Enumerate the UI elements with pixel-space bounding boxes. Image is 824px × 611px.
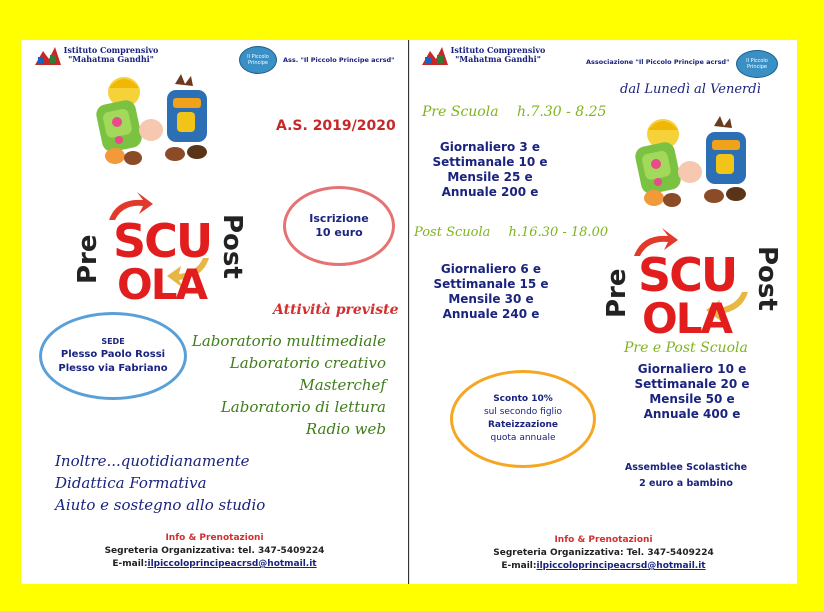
price-item: Giornaliero 10 e: [637, 362, 747, 376]
school-name-line2: "Mahatma Gandhi": [68, 54, 154, 64]
activities-list: [192, 330, 386, 440]
pre-prices: [432, 140, 548, 200]
logo-scu: SCU: [113, 214, 212, 268]
footer-info: [21, 532, 408, 571]
email-link[interactable]: ilpiccoloprincipeacrsd@hotmail.it: [147, 559, 317, 569]
assemblee-line: 2 euro a bambino: [639, 478, 733, 489]
school-logo-icon: [35, 45, 61, 65]
post-title: Post Scuola: [414, 225, 491, 240]
sede-line: Plesso via Fabriano: [58, 363, 168, 374]
logo-pre-wrap: [598, 242, 632, 322]
logo-post-wrap: [219, 214, 249, 294]
iscrizione-label: Iscrizione: [309, 212, 369, 225]
logo-post: Post: [752, 246, 782, 311]
price-item: Mensile 30 e: [448, 292, 534, 306]
activity-item: Laboratorio multimediale: [191, 332, 386, 350]
extra-item: Didattica Formativa: [55, 474, 207, 492]
school-name-line1: Istituto Comprensivo: [63, 45, 159, 55]
logo-post: Post: [217, 214, 247, 279]
school-name: [450, 46, 546, 64]
flyer-left: [21, 40, 409, 584]
association-logo-text: Il Piccolo Principe: [247, 54, 269, 66]
logo-pre: Pre: [602, 268, 632, 318]
activity-item: Laboratorio creativo: [229, 354, 386, 372]
school-name-line2: "Mahatma Gandhi": [455, 54, 541, 64]
sede-line: Plesso Paolo Rossi: [60, 349, 166, 360]
price-item: Settimanale 15 e: [433, 277, 549, 291]
prepostscuola-logo: [69, 68, 249, 309]
activities-title: Attività previste: [273, 302, 399, 318]
school-name-line1: Istituto Comprensivo: [450, 45, 546, 55]
prepostscuola-logo: [598, 106, 788, 343]
footer-email: [410, 560, 797, 573]
extra-item: Inoltre...quotidianamente: [55, 452, 250, 470]
association-name: Associazione "Il Piccolo Principe acrsd": [586, 58, 730, 66]
post-time: h.16.30 - 18.00: [508, 225, 609, 240]
school-logo-icon: [422, 45, 448, 65]
iscrizione-price: 10 euro: [315, 226, 363, 239]
sconto-line: quota annuale: [490, 433, 556, 443]
logo-post-wrap: [754, 246, 784, 326]
sconto-oval: [450, 370, 596, 468]
logo-ola: OLA: [642, 294, 731, 343]
price-item: Mensile 25 e: [447, 170, 533, 184]
price-item: Mensile 50 e: [649, 392, 735, 406]
logo-scu: SCU: [638, 248, 737, 302]
price-item: Annuale 200 e: [441, 185, 539, 199]
iscrizione-oval: [283, 186, 395, 266]
price-item: Settimanale 20 e: [634, 377, 750, 391]
assemblee-line: Assemblee Scolastiche: [624, 462, 748, 473]
sede-title: SEDE: [101, 337, 125, 346]
email-label: E-mail:: [501, 561, 537, 571]
logo-ola: OLA: [117, 260, 206, 309]
assemblee-note: [616, 460, 756, 492]
footer-phone: Segreteria Organizzativa: Tel. 347-5409224: [493, 548, 714, 558]
logo-pre-wrap: [69, 208, 103, 288]
price-item: Giornaliero 3 e: [439, 140, 541, 154]
flyer-right: [410, 40, 797, 584]
pre-heading: [422, 104, 606, 120]
prepost-title: Pre e Post Scuola: [624, 340, 748, 356]
activity-item: Masterchef: [299, 376, 386, 394]
sconto-line: sul secondo figlio: [483, 407, 563, 417]
pre-time: h.7.30 - 8.25: [517, 104, 607, 120]
price-item: Annuale 240 e: [442, 307, 540, 321]
school-year: A.S. 2019/2020: [276, 118, 396, 134]
pre-title: Pre Scuola: [422, 104, 499, 120]
association-logo-text: Il Piccolo Principe: [746, 58, 768, 70]
email-link[interactable]: ilpiccoloprincipeacrsd@hotmail.it: [536, 561, 706, 571]
sconto-line: Rateizzazione: [487, 420, 559, 430]
extra-item: Aiuto e sostegno allo studio: [55, 496, 266, 514]
price-item: Giornaliero 6 e: [440, 262, 542, 276]
footer-title: Info & Prenotazioni: [554, 535, 653, 545]
footer-title: Info & Prenotazioni: [165, 533, 264, 543]
association-logo-icon: [736, 50, 778, 78]
sede-oval: [39, 312, 187, 400]
post-prices: [428, 262, 554, 322]
sconto-line: Sconto 10%: [493, 394, 553, 404]
school-name: [63, 46, 159, 64]
activity-item: Radio web: [305, 420, 386, 438]
days-label: dal Lunedì al Venerdì: [620, 82, 761, 97]
activity-item: Laboratorio di lettura: [220, 398, 386, 416]
price-item: Settimanale 10 e: [432, 155, 548, 169]
logo-pre: Pre: [73, 234, 103, 284]
footer-phone: Segreteria Organizzativa: tel. 347-5409224: [104, 546, 325, 556]
post-heading: [414, 225, 608, 240]
prepost-prices: [624, 362, 760, 422]
email-label: E-mail:: [112, 559, 148, 569]
extra-list: [55, 450, 265, 516]
association-name: Ass. "Il Piccolo Principe acrsd": [283, 56, 395, 64]
footer-email: [21, 558, 408, 571]
price-item: Annuale 400 e: [643, 407, 741, 421]
footer-info: [410, 534, 797, 573]
